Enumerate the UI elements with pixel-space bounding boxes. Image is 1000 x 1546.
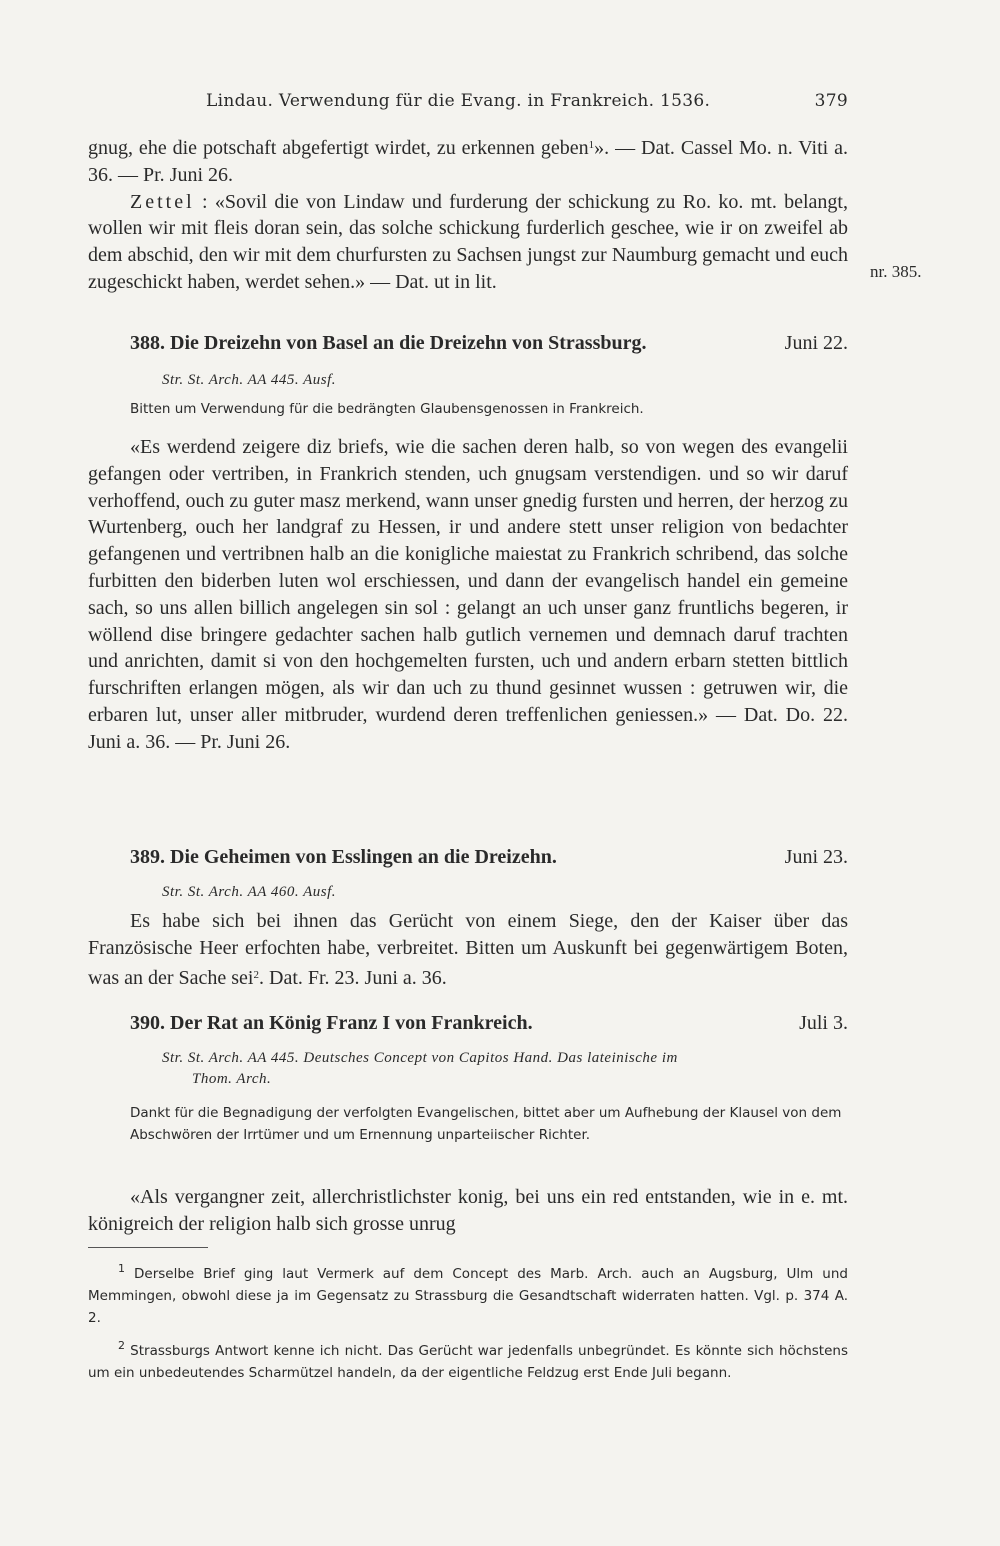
text-run: gnug, ehe die potschaft abgefertigt wirdet, zu erkennen geben	[88, 137, 589, 159]
zettel-label: Zettel	[130, 190, 195, 213]
doc-388-text	[88, 434, 848, 756]
doc-388-heading	[130, 332, 848, 362]
footnote-text: Strassburgs Antwort kenne ich nicht. Das Gerücht war jedenfalls unbegründet. Es könnte sich höchstens um ein unbedeutendes Scharmützel handeln, da der eigentliche Feldzug erst Ende Juli begann.	[88, 1343, 849, 1381]
doc-389-source: Str. St. Arch. AA 460. Ausf.	[162, 884, 337, 900]
text-run: Es habe sich bei ihnen das Gerücht von einem Siege, den der Kaiser über das Französische Heer erfochten habe, verbreitet. Bitten um Auskunft bei gegenwärtigem Boten, was an der Sache sei	[88, 910, 848, 989]
text-run: . Dat. Fr. 23. Juni a. 36.	[259, 966, 447, 989]
text-run: ». — Dat. Cassel Mo. n. Viti a. 36. — Pr. Juni 26.	[88, 137, 849, 186]
footnotes	[88, 1258, 848, 1390]
doc-389-heading	[130, 846, 848, 876]
doc-388-date: Juni 22.	[784, 332, 848, 354]
doc-390-heading	[130, 1012, 848, 1042]
continued-letter-text	[88, 132, 848, 296]
footnote-text: Derselbe Brief ging laut Vermerk auf dem Concept des Marb. Arch. auch an Augsburg, Ulm und Memmingen, obwohl diese ja im Gegensatz zu Strassburg die Gesandtschaft widerraten hatten. Vgl. p. 374 A. 2.	[88, 1266, 848, 1326]
page-number: 379	[814, 91, 848, 111]
doc-390-source	[162, 1048, 848, 1090]
footnote-2	[88, 1335, 848, 1384]
zettel-paragraph	[88, 189, 848, 296]
doc-390-source-line1: Str. St. Arch. AA 445. Deutsches Concept von Capitos Hand. Das lateinische im	[162, 1050, 678, 1066]
doc-390-paragraph: «Als vergangner zeit, allerchristlichster konig, bei uns ein red entstanden, wie in e. mt. königreich der religion halb sich grosse unrug	[88, 1186, 848, 1235]
text-run: : «Sovil die von Lindaw und furderung der schickung zu Ro. ko. mt. belangt, wollen wir mit fleis doran sein, das solche schickung furderlich geschee, wie ir on zweifel ab dem abschid, den wir mit dem churfursten zu Sachsen jungst zur Naumburg gemacht und euch zugeschickt haben, werdet sehen.» — Dat. ut in lit.	[88, 190, 848, 293]
footnote-divider	[88, 1247, 208, 1248]
doc-390-text	[88, 1184, 848, 1238]
footnote-ref: 2	[253, 968, 259, 981]
doc-389-title: 389. Die Geheimen von Esslingen an die Dreizehn.	[130, 846, 557, 868]
doc-390-title: 390. Der Rat an König Franz I von Frankreich.	[130, 1012, 533, 1034]
letter-closing-paragraph	[88, 132, 848, 189]
doc-389-paragraph	[88, 908, 848, 991]
margin-cross-reference: nr. 385.	[870, 262, 922, 281]
doc-389-date: Juni 23.	[784, 846, 848, 868]
doc-388-paragraph: «Es werdend zeigere diz briefs, wie die sachen deren halb, so von wegen des evangelii gefangen oder vertriben, in Frankrich stenden, uch gnugsam verstendigen. und so wir daruf verhoffend, ouch zu guter masz merkend, wann unser gnedig fursten und herren, der herzog zu Wurtenberg, ouch her landgraf zu Hessen, ir und andere stett unser religion von bedachter gefangenen und vertribnen halb an die konigliche maiestat zu Frankrich schribend, das solche furbitten den biderben luten wol erschiessen, und dann der evangelisch handel ein gemeine sach, so uns allen billich angelegen sin sol : gelangt an uch unser ganz fruntlichs begeren, ir wöllend dise bringere gedachter sachen halb gutlich vernemen und demnach daruf trachten und anrichten, damit si von den hochgemelten fursten, uch und andern erbarn stetten bittlich furschriften erlangen mögen, als wir dan uch zu thund gesinnet wussen : getruwen wir, die erbaren lut, unser aller mitbruder, wurdend deren treffenlichen geniessen.» — Dat. Do. 22. Juni a. 36. — Pr. Juni 26.	[88, 436, 848, 753]
footnote-1	[88, 1258, 848, 1329]
doc-388-title: 388. Die Dreizehn von Basel an die Dreizehn von Strassburg.	[130, 332, 647, 354]
running-title: Lindau. Verwendung für die Evang. in Frankreich. 1536.	[206, 91, 711, 111]
doc-390-source-line2: Thom. Arch.	[192, 1071, 272, 1087]
doc-390-summary: Dankt für die Begnadigung der verfolgten Evangelischen, bittet aber um Aufhebung der Klausel von dem Abschwören der Irrtümer und um Ernennung unparteiischer Richter.	[130, 1105, 842, 1143]
footnote-ref: 1	[588, 139, 595, 151]
footnote-number: 2	[118, 1339, 125, 1352]
doc-388-summary: Bitten um Verwendung für die bedrängten Glaubensgenossen in Frankreich.	[130, 401, 644, 417]
doc-388-source: Str. St. Arch. AA 445. Ausf.	[162, 372, 337, 388]
doc-390-date: Juli 3.	[799, 1012, 848, 1034]
page-header	[88, 88, 848, 116]
doc-389-text	[88, 908, 848, 991]
footnote-number: 1	[118, 1262, 125, 1275]
